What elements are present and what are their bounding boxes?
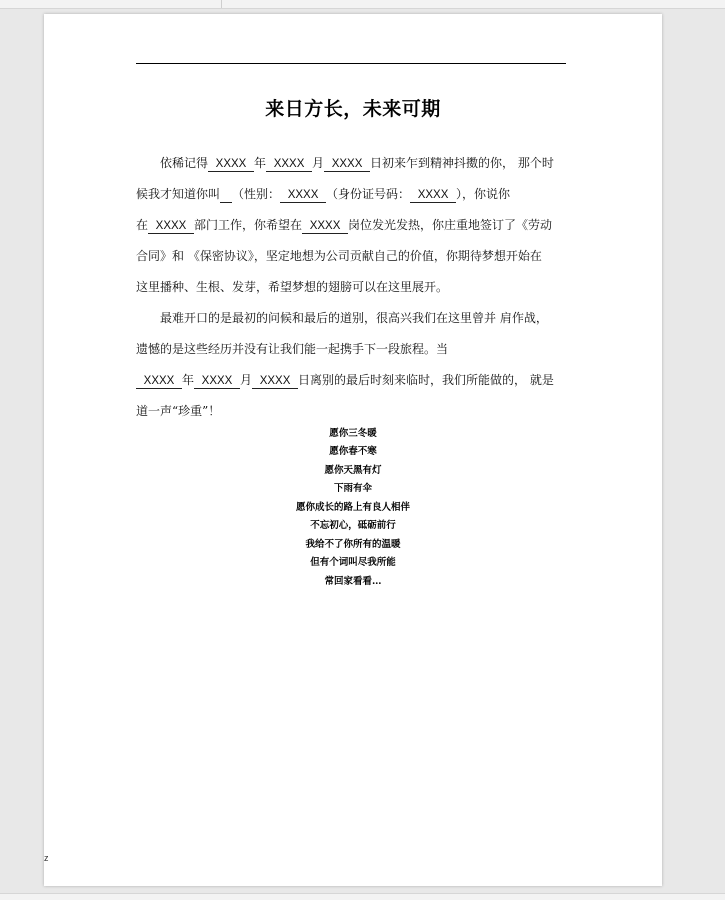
text-span: 日初来乍到精神抖擞的你， 那个时: [370, 156, 554, 170]
name-blank: [220, 189, 232, 203]
document-page: [44, 14, 662, 886]
text-span: 年: [254, 156, 267, 170]
leave-month-blank: XXXX: [194, 375, 240, 389]
poem-line: 我给不了你所有的温暖: [305, 539, 401, 550]
text-span: 在: [136, 218, 149, 232]
paragraph2-line1: [136, 310, 576, 326]
gender-blank: XXXX: [280, 189, 326, 203]
text-span: 日离别的最后时刻来临时，我们所能做的， 就是: [298, 373, 554, 387]
page-corner-mark: z: [44, 853, 49, 863]
paragraph2-line3: [136, 372, 576, 389]
poem-line: 不忘初心，砥砺前行: [310, 520, 396, 531]
poem-line: 愿你三冬暖: [329, 428, 377, 439]
poem-line: 常回家看看…: [324, 576, 382, 587]
poem-line: 但有个词叫尽我所能: [310, 557, 396, 568]
text-span: 候我才知道你叫: [136, 187, 221, 201]
id-number-blank: XXXX: [410, 189, 456, 203]
poem-line: 愿你春不寒: [329, 446, 377, 457]
leave-day-blank: XXXX: [252, 375, 298, 389]
paragraph1-line5: 这里播种、生根、发芽，希望梦想的翅膀可以在这里展开。: [136, 280, 449, 294]
month-blank: XXXX: [266, 158, 312, 172]
text-span: 依稀记得: [160, 156, 209, 170]
day-blank: XXXX: [324, 158, 370, 172]
text-span: （身份证号码：: [326, 187, 411, 201]
top-toolbar-strip: [0, 0, 725, 9]
text-span: 岗位发光发热，你庄重地签订了《劳动: [348, 218, 553, 232]
department-blank: XXXX: [148, 220, 194, 234]
poem-line: 愿你成长的路上有良人相伴: [295, 502, 410, 513]
year-blank: XXXX: [208, 158, 254, 172]
text-span: 最难开口的是最初的问候和最后的道别，很高兴我们在这里曾并 肩作战，: [160, 311, 548, 325]
page-title: 来日方长，未来可期: [265, 98, 441, 120]
position-blank: XXXX: [302, 220, 348, 234]
text-span: 年: [182, 373, 195, 387]
text-span: （性别：: [232, 187, 281, 201]
paragraph2-line4: 道一声“珍重”！: [136, 404, 221, 418]
paragraph2-line2: 遗憾的是这些经历并没有让我们能一起携手下一段旅程。当: [136, 342, 449, 356]
text-span: 月: [312, 156, 325, 170]
text-span: 月: [240, 373, 253, 387]
text-span: ），你说你: [456, 187, 511, 201]
paragraph1-line1: [136, 155, 576, 172]
toolbar-divider: [221, 0, 222, 8]
header-rule: [136, 63, 566, 64]
leave-year-blank: XXXX: [136, 375, 182, 389]
poem-line: 愿你天黑有灯: [324, 465, 382, 476]
poem-line: 下雨有伞: [333, 483, 372, 494]
paragraph1-line4: 合同》和 《保密协议》，坚定地想为公司贡献自己的价值，你期待梦想开始在: [136, 249, 542, 263]
paragraph1-line3: [136, 217, 576, 234]
paragraph1-line2: [136, 186, 576, 203]
text-span: 部门工作，你希望在: [194, 218, 303, 232]
